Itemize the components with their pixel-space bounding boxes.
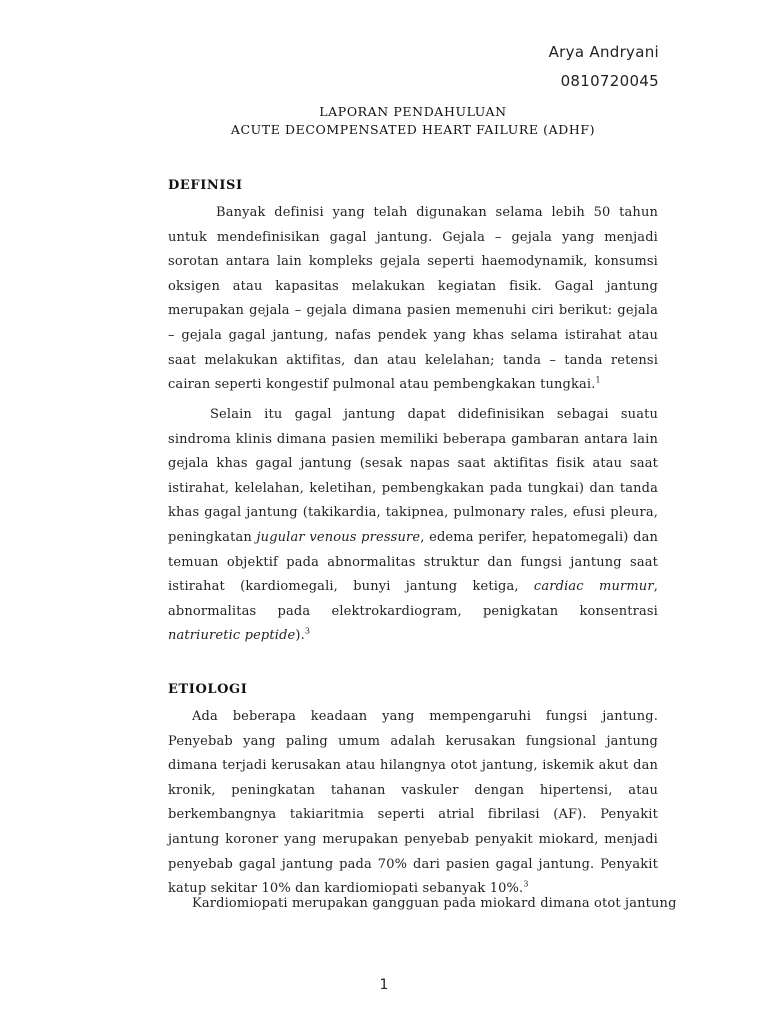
definisi-paragraph-2-text-c: , abnormalitas pada elektrokardiogram, penigkatan konsentrasi [168, 579, 658, 619]
title-line-2: ACUTE DECOMPENSATED HEART FAILURE (ADHF) [230, 122, 596, 137]
etiologi-paragraph-1 [168, 705, 658, 902]
definisi-paragraph-2-text-a: Selain itu gagal jantung dapat didefinisikan sebagai suatu sindroma klinis dimana pasien memiliki beberapa gambaran antara lain gejala khas gagal jantung (sesak napas saat aktifitas fisik atau saat istirahat, kelelahan, keletihan, pembengkakan pada tungkai) dan tanda khas gagal jantung (takikardia, takipnea, pulmonary rales, efusi pleura, peningkatan [168, 407, 658, 545]
definisi-paragraph-1 [168, 201, 658, 398]
definisi-paragraph-2 [168, 403, 658, 649]
section-heading-etiologi: ETIOLOGI [168, 682, 248, 697]
term-jugular-venous-pressure: jugular venous pressure [256, 529, 421, 545]
footnote-ref: 3 [304, 627, 311, 637]
title-line-1: LAPORAN PENDAHULUAN [319, 104, 507, 119]
etiologi-paragraph-2 [168, 892, 677, 917]
definisi-paragraph-2-text-b: , edema perifer, hepatomegali) dan temuan objektif pada abnormalitas struktur dan fungsi jantung saat istirahat (kardiomegali, bunyi jantung ketiga, [168, 529, 658, 595]
etiologi-paragraph-1-text: Ada beberapa keadaan yang mempengaruhi fungsi jantung. Penyebab yang paling umum adalah kerusakan fungsional jantung dimana terjadi kerusakan atau hilangnya otot jantung, iskemik akut dan kronik, peningkatan tahanan vaskuler dengan hipertensi, atau berkembangnya takiaritmia seperti atrial fibrilasi (AF). Penyakit jantung koroner yang merupakan penyebab penyakit miokard, menjadi penyebab gagal jantung pada 70% dari pasien gagal jantung. Penyakit katup sekitar 10% dan kardiomiopati sebanyak 10%. [168, 709, 658, 897]
page-number: 1 [379, 977, 389, 993]
author-id: 0810720045 [560, 72, 659, 90]
footnote-ref: 1 [595, 375, 601, 385]
definisi-paragraph-2-text-d: ). [295, 628, 305, 644]
definisi-paragraph-1-text: Banyak definisi yang telah digunakan selama lebih 50 tahun untuk mendefinisikan gagal jantung. Gejala – gejala yang menjadi sorotan antara lain kompleks gejala seperti haemodynamik, konsumsi oksigen atau kapasitas melakukan kegiatan fisik. Gagal jantung merupakan gejala – gejala dimana pasien memenuhi ciri berikut: gejala – gejala gagal jantung, nafas pendek yang khas selama istirahat atau saat melakukan aktifitas, dan atau kelelahan; tanda – tanda retensi cairan seperti kongestif pulmonal atau pembengkakan tungkai. [168, 205, 658, 393]
footnote-ref: 3 [523, 879, 529, 889]
section-heading-definisi: DEFINISI [168, 178, 243, 193]
author-name: Arya Andryani [548, 43, 659, 61]
term-cardiac-murmur: cardiac murmur [533, 579, 654, 595]
etiologi-paragraph-2-text: Kardiomiopati merupakan gangguan pada miokard dimana otot jantung [192, 896, 677, 911]
term-natriuretic-peptide: natriuretic peptide [168, 628, 296, 644]
